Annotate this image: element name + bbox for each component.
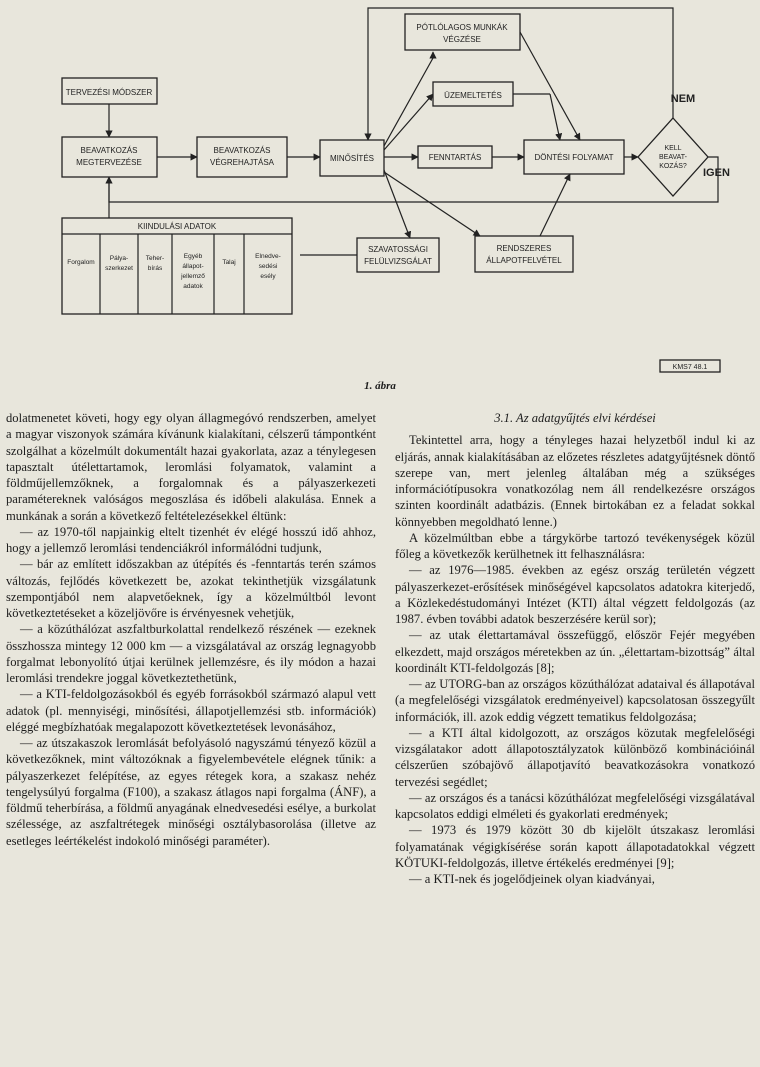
svg-text:RENDSZERES: RENDSZERES bbox=[496, 244, 552, 253]
svg-text:esély: esély bbox=[260, 273, 276, 280]
svg-text:Forgalom: Forgalom bbox=[67, 259, 95, 266]
svg-text:Elnedve-: Elnedve- bbox=[255, 253, 281, 260]
svg-text:bírás: bírás bbox=[147, 265, 163, 272]
svg-text:VÉGREHAJTÁSA: VÉGREHAJTÁSA bbox=[209, 158, 275, 167]
box-szavatossagi bbox=[357, 238, 439, 272]
svg-text:KELL: KELL bbox=[664, 145, 682, 152]
svg-text:DÖNTÉSI FOLYAMAT: DÖNTÉSI FOLYAMAT bbox=[534, 153, 614, 162]
paragraph: — a KTI-nek és jogelődjeinek olyan kiadványai, bbox=[409, 872, 655, 886]
svg-text:sedési: sedési bbox=[258, 263, 278, 270]
svg-text:PÓTLÓLAGOS MUNKÁK: PÓTLÓLAGOS MUNKÁK bbox=[416, 23, 508, 32]
label-nem: NEM bbox=[670, 93, 696, 105]
svg-text:Teher-: Teher- bbox=[145, 255, 165, 262]
box-minosites bbox=[320, 140, 384, 176]
svg-text:állapot-: állapot- bbox=[182, 263, 204, 270]
svg-text:VÉGZÉSE: VÉGZÉSE bbox=[443, 35, 481, 44]
svg-text:KOZÁS?: KOZÁS? bbox=[659, 163, 687, 170]
paragraph: dolatmenetet követi, hogy egy olyan állagmegóvó rendszerben, amelyet a magyar viszonyok számára kívánunk kialakítani, célszerű támpontként szolgálhat a közelmúlt dokumentált hazai gyakorlata, azaz a ténylegesen tapasztalt útélettartamok, leromlási folyamatok, valamint a földműjellemzőknek, a forgalomnak és a pályaszerkezeti paramétereknek valóságos megoszlása és időbeli alakulása. Ennek a munkának a során a következő feltételezésekkel éltünk: bbox=[6, 411, 376, 523]
svg-text:adatok: adatok bbox=[183, 283, 203, 290]
box-potlolagos bbox=[405, 14, 520, 50]
svg-text:BEAVATKOZÁS: BEAVATKOZÁS bbox=[213, 146, 271, 155]
kiindulasi-sub-labels bbox=[67, 253, 281, 290]
box-rendszeres bbox=[475, 236, 573, 272]
box-tervezesi-modszer bbox=[62, 78, 157, 104]
svg-text:Talaj: Talaj bbox=[222, 259, 236, 266]
paragraph: — a KTI által kidolgozott, az országos közutak megfelelőségi vizsgálatakor adott állapotosztályzatok különböző kombinációinál célszerűen szóbajövő állapotjavító beavatkozásokra vonatkozó tervezési segédlet; bbox=[395, 725, 755, 789]
svg-text:Egyéb: Egyéb bbox=[183, 253, 203, 260]
right-column bbox=[395, 410, 755, 887]
svg-text:KIINDULÁSI ADATOK: KIINDULÁSI ADATOK bbox=[137, 222, 217, 231]
svg-text:KMS7 48.1: KMS7 48.1 bbox=[672, 364, 708, 371]
paragraph: Tekintettel arra, hogy a tényleges hazai helyzetből indul ki az eljárás, annak kialakításában az előzetes részletes adatgyűjtésnek döntő szerepe van, mert jelenleg általában még a szükséges információtípusokra vonatkozólag nem áll rendelkezésre országos szinten koordinált adatbázis. (Ennek birtokában ez a feladat sokkal könnyebben megoldható lenne.) bbox=[395, 433, 755, 529]
box-kiindulasi-adatok bbox=[62, 218, 292, 314]
box-beavatkozas-megtervezese bbox=[62, 137, 157, 177]
svg-text:MINŐSÍTÉS: MINŐSÍTÉS bbox=[329, 154, 375, 163]
svg-text:ÁLLAPOTFELVÉTEL: ÁLLAPOTFELVÉTEL bbox=[486, 256, 562, 265]
flowchart-diagram bbox=[0, 0, 760, 380]
paragraph: — a közúthálózat aszfaltburkolattal rendelkező részének — ezeknek összhossza mintegy 12 000 km — a vizsgálatával az ország legnagyobb forgalmat lebonyolító útjai kerülnek jellemzésre, és ily módon a hazai leromlási trendekre joggal következtethetünk, bbox=[6, 622, 376, 685]
left-column bbox=[6, 410, 376, 849]
svg-text:TERVEZÉSI MÓDSZER: TERVEZÉSI MÓDSZER bbox=[65, 88, 153, 97]
svg-text:MEGTERVEZÉSE: MEGTERVEZÉSE bbox=[76, 158, 142, 167]
label-igen: IGEN bbox=[703, 167, 730, 179]
paragraph: — az 1976—1985. években az egész ország területén végzett pályaszerkezet-erősítések minőségével kapcsolatos adatokra kiterjedő, a Közlekedéstudományi Intézet (KTI) által végzett feldolgozás (az 1987. évben további adatok beszerzésére kerül sor); bbox=[395, 563, 755, 626]
svg-text:ÜZEMELTETÉS: ÜZEMELTETÉS bbox=[444, 91, 502, 100]
svg-text:FELÜLVIZSGÁLAT: FELÜLVIZSGÁLAT bbox=[364, 257, 432, 266]
paragraph: — az országos és a tanácsi közúthálózat megfelelőségi vizsgálatával kapcsolatos eddigi elméleti és gyakorlati eredmények; bbox=[395, 790, 755, 821]
decision-kell-beavatkozas bbox=[638, 118, 708, 196]
svg-text:szerkezet: szerkezet bbox=[105, 265, 133, 272]
box-beavatkozas-vegrehajtasa bbox=[197, 137, 287, 177]
paragraph: — az UTORG-ban az országos közúthálózat adataival és állapotával (a megfelelőségi vizsgálatok eredményeivel) kapcsolatosan összegyűlt információk, ill. azok eddig végzett tematikus feldolgozása; bbox=[395, 677, 755, 724]
svg-text:BEAVAT-: BEAVAT- bbox=[658, 154, 688, 161]
paragraph: — a KTI-feldolgozásokból és egyéb forrásokból származó alapul vett adatok (pl. mennyiségi, minősítési, állapotjellemzési stb. információk) eléggé megbízhatóak megalapozott következtetések levonásához, bbox=[6, 687, 376, 734]
paragraph: — az utak élettartamával összefüggő, először Fejér megyében elkezdett, majd országos méretekben az ún. „élettartam-bizottság” által koordinált KTI-feldolgozás [8]; bbox=[395, 628, 755, 675]
paragraph: — bár az említett időszakban az útépítés és -fenntartás terén számos változás, fejlődés következett be, azokat tekinthetjük vizsgálatunk szempontjából nem alapvetőeknek, így a közelmúltból levont következtetéseket a közeljövőre is érvényesnek vehetjük, bbox=[6, 557, 376, 620]
paragraph: — az útszakaszok leromlását befolyásoló nagyszámú tényező közül a következőknek, mint változóknak a figyelembevétele elégnek tűnik: a pályaszerkezet felépítése, az egyes rétegek kora, a szakasz nehéz tengelysúlyú forgalma (F100), a szakasz átlagos napi forgalma (ÁNF), a földmű teherbírása, a földmű anyagának elnedvesedési esélye, a burkolat szélessége, az aszfaltrétegek minőségi osztálybasorolása (illetve az esetleges leértékelést indokoló minőségi paraméter). bbox=[6, 736, 376, 848]
paragraph: — 1973 és 1979 között 30 db kijelölt útszakasz leromlási folyamatának végigkísérése során kapott állapotadatokkal végzett KÖTUKI-feldolgozás, illetve értékelés eredményei [9]; bbox=[395, 823, 755, 870]
svg-text:SZAVATOSSÁGI: SZAVATOSSÁGI bbox=[368, 245, 428, 254]
paragraph: A közelmúltban ebbe a tárgykörbe tartozó tevékenységek közül főleg a következők kerülhetnek itt felhasználásra: bbox=[395, 530, 755, 561]
svg-text:FENNTARTÁS: FENNTARTÁS bbox=[428, 153, 482, 162]
figure-code bbox=[660, 360, 720, 372]
paragraph: — az 1970-től napjainkig eltelt tizenhét év elégé hosszú idő ahhoz, hogy a jellemző leromlási tendenciákról informálódni tudjunk, bbox=[6, 524, 376, 555]
figure-caption: 1. ábra bbox=[364, 380, 396, 392]
svg-text:BEAVATKOZÁS: BEAVATKOZÁS bbox=[80, 146, 138, 155]
section-heading: 3.1. Az adatgyűjtés elvi kérdései bbox=[494, 411, 656, 425]
box-uzemeltetes bbox=[433, 82, 513, 106]
svg-text:Pálya-: Pálya- bbox=[109, 255, 129, 262]
box-dontesi-folyamat bbox=[524, 140, 624, 174]
svg-text:jellemző: jellemző bbox=[181, 273, 205, 280]
box-fenntartas bbox=[418, 146, 492, 168]
